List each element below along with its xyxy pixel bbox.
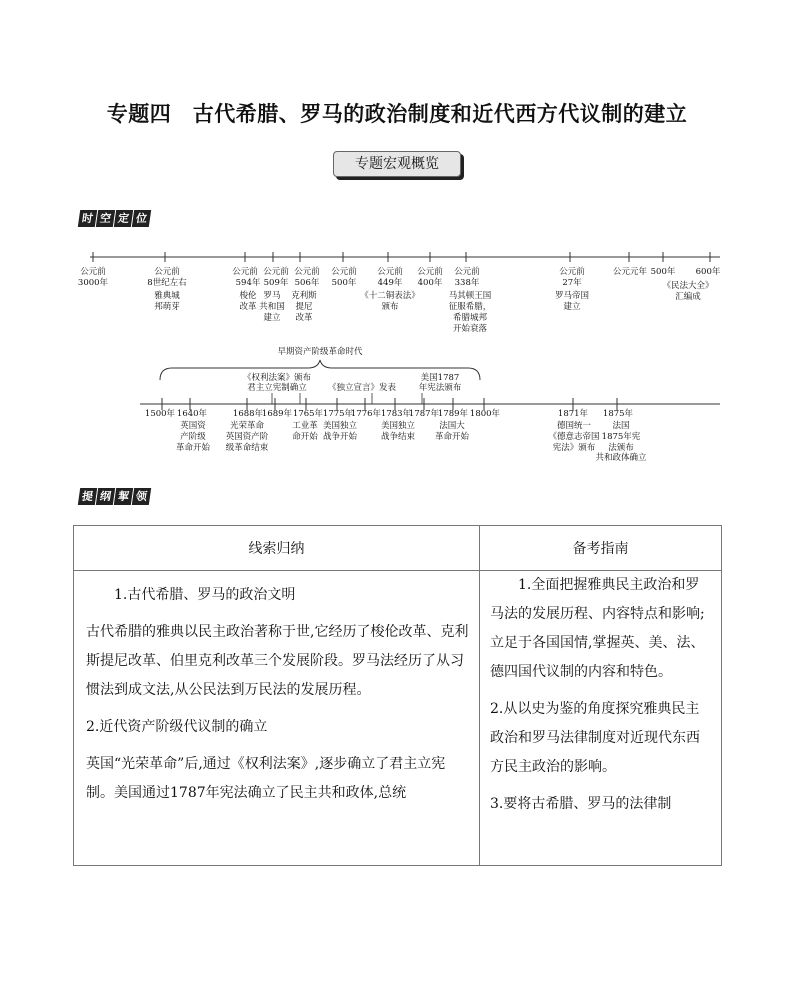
date-label: 公元前 [331, 267, 357, 277]
date-label: 449年 [377, 278, 403, 288]
date-label: 1875年 [602, 409, 634, 419]
date-label: 1783年 [380, 409, 412, 419]
event-label: 改革 [239, 302, 257, 312]
badge-char: 纲 [96, 488, 115, 505]
event-label: 战争开始 [322, 432, 358, 442]
date-label: 1800年 [469, 409, 501, 419]
date-label: 1787年 [408, 409, 440, 419]
date-label: 公元前 [154, 267, 180, 277]
badge-char: 挈 [114, 488, 133, 505]
date-label: 1688年 [232, 409, 264, 419]
date-label: 1871年 [557, 409, 589, 419]
upper-label: 《独立宣言》发表 [327, 383, 397, 393]
badge-char: 定 [114, 210, 133, 227]
event-label: 汇编成 [675, 292, 701, 302]
timeline-graphic [0, 240, 794, 470]
date-label: 公元元年 [612, 267, 648, 277]
badge-char: 领 [132, 488, 151, 505]
date-label: 公元前 [377, 267, 403, 277]
event-label: 开始衰落 [452, 324, 488, 334]
event-label: 光荣革命 [229, 421, 265, 431]
guide-paragraph: 2.从以史为鉴的角度探究雅典民主政治和罗马法律制度对近现代东西方民主政治的影响。 [490, 701, 700, 775]
outline-table [73, 525, 722, 866]
upper-label-leaders [272, 393, 422, 404]
exam-guide-cell [480, 571, 722, 866]
top-events [154, 280, 713, 334]
event-label: 希腊城邦 [452, 313, 488, 323]
event-label: 法颁布 [608, 443, 634, 453]
clue-paragraph: 1.古代希腊、罗马的政治文明 [86, 587, 296, 603]
top-dates [78, 266, 721, 288]
event-label: 提尼 [295, 302, 313, 312]
event-label: 马其顿王国 [448, 291, 492, 301]
era-label: 早期资产阶级革命时代 [277, 347, 363, 357]
outline-header-row [74, 526, 722, 571]
event-label: 共和政体确立 [595, 453, 647, 463]
date-label: 509年 [263, 278, 289, 288]
upper-label: 《权利法案》颁布 [242, 373, 312, 383]
event-label: 法国 [612, 421, 630, 431]
event-label: 命开始 [292, 432, 318, 442]
bottom-events [176, 420, 647, 463]
date-label: 1776年 [350, 409, 382, 419]
event-label: 级革命结束 [225, 443, 269, 453]
event-label: 《民法大全》 [662, 281, 714, 291]
date-label: 500年 [331, 278, 357, 288]
date-label: 公元前 [454, 267, 480, 277]
event-label: 改革 [295, 313, 313, 323]
date-label: 1500年 [144, 409, 176, 419]
event-label: 战争结束 [380, 432, 416, 442]
date-label: 8世纪左右 [147, 278, 187, 288]
event-label: 征服希腊， [448, 302, 492, 312]
date-label: 594年 [235, 278, 261, 288]
badge-char: 提 [78, 488, 97, 505]
event-label: 英国资产阶 [225, 432, 269, 442]
guide-paragraph: 3.要将古希腊、罗马的法律制 [490, 796, 672, 812]
event-label: 《德意志帝国 [548, 432, 600, 442]
date-label: 1775年 [322, 409, 354, 419]
clues-cell [74, 571, 480, 866]
badge-char: 时 [78, 210, 97, 227]
date-label: 1765年 [292, 409, 324, 419]
clue-paragraph: 2.近代资产阶级代议制的确立 [86, 719, 268, 735]
date-label: 公元前 [263, 267, 289, 277]
event-label: 英国资 [180, 421, 206, 431]
event-label: 产阶级 [180, 432, 206, 442]
event-label: 邦萌芽 [154, 302, 180, 312]
event-label: 《十二铜表法》 [360, 291, 420, 301]
event-label: 革命开始 [175, 443, 211, 453]
date-label: 1689年 [261, 409, 293, 419]
date-label: 3000年 [77, 278, 109, 288]
upper-label: 君主立宪制确立 [247, 383, 307, 393]
event-label: 工业革 [292, 421, 318, 431]
event-label: 梭伦 [239, 291, 257, 301]
date-label: 1640年 [176, 409, 208, 419]
event-label: 革命开始 [434, 432, 470, 442]
clue-paragraph: 古代希腊的雅典以民主政治著称于世,它经历了梭伦改革、克利斯提尼改革、伯里克利改革三个发展阶段。罗马法经历了从习惯法到成文法,从公民法到万民法的发展历程。 [86, 624, 469, 698]
event-label: 美国独立 [380, 421, 416, 431]
event-label: 宪法》颁布 [552, 443, 596, 453]
date-label: 公元前 [232, 267, 258, 277]
page-title: 专题四 古代希腊、罗马的政治制度和近代西方代议制的建立 [106, 102, 688, 126]
event-label: 建立 [263, 313, 281, 323]
event-label: 美国独立 [322, 421, 358, 431]
upper-label: 年宪法颁布 [418, 383, 462, 393]
date-label: 506年 [294, 278, 320, 288]
event-label: 共和国 [259, 302, 285, 312]
date-label: 400年 [417, 278, 443, 288]
outline-section-badge [79, 488, 151, 505]
event-label: 克利斯 [291, 291, 317, 301]
date-label: 公元前 [559, 267, 585, 277]
date-label: 公元前 [80, 267, 106, 277]
date-label: 27年 [562, 278, 582, 288]
header-clues: 线索归纳 [74, 526, 480, 571]
event-label: 雅典城 [154, 291, 180, 301]
event-label: 罗马帝国 [554, 291, 590, 301]
clue-paragraph: 英国“光荣革命”后,通过《权利法案》,逐步确立了君主立宪制。美国通过1787年宪法确立了民主共和政体,总统 [86, 756, 446, 801]
guide-paragraph: 1.全面把握雅典民主政治和罗马法的发展历程、内容特点和影响;立足于各国国情,掌握英、美、法、德四国代议制的内容和特色。 [490, 577, 705, 680]
outline-body-row [74, 571, 722, 866]
event-label: 法国大 [439, 421, 465, 431]
date-label: 公元前 [294, 267, 320, 277]
header-exam-guide: 备考指南 [480, 526, 722, 571]
date-label: 1789年 [437, 409, 469, 419]
event-label: 1875年宪 [601, 432, 641, 442]
upper-label: 美国1787 [420, 373, 460, 383]
timeline-section-badge [79, 210, 151, 227]
overview-banner: 专题宏观概览 [333, 151, 461, 177]
date-label: 600年 [695, 267, 721, 277]
date-label: 公元前 [417, 267, 443, 277]
date-label: 338年 [454, 278, 480, 288]
badge-char: 位 [132, 210, 151, 227]
event-label: 德国统一 [556, 421, 592, 431]
event-label: 罗马 [263, 291, 281, 301]
badge-char: 空 [96, 210, 115, 227]
date-label: 500年 [650, 267, 676, 277]
bottom-upper-labels [243, 372, 462, 393]
event-label: 颁布 [381, 302, 399, 312]
bottom-dates [145, 408, 634, 419]
event-label: 建立 [563, 302, 581, 312]
